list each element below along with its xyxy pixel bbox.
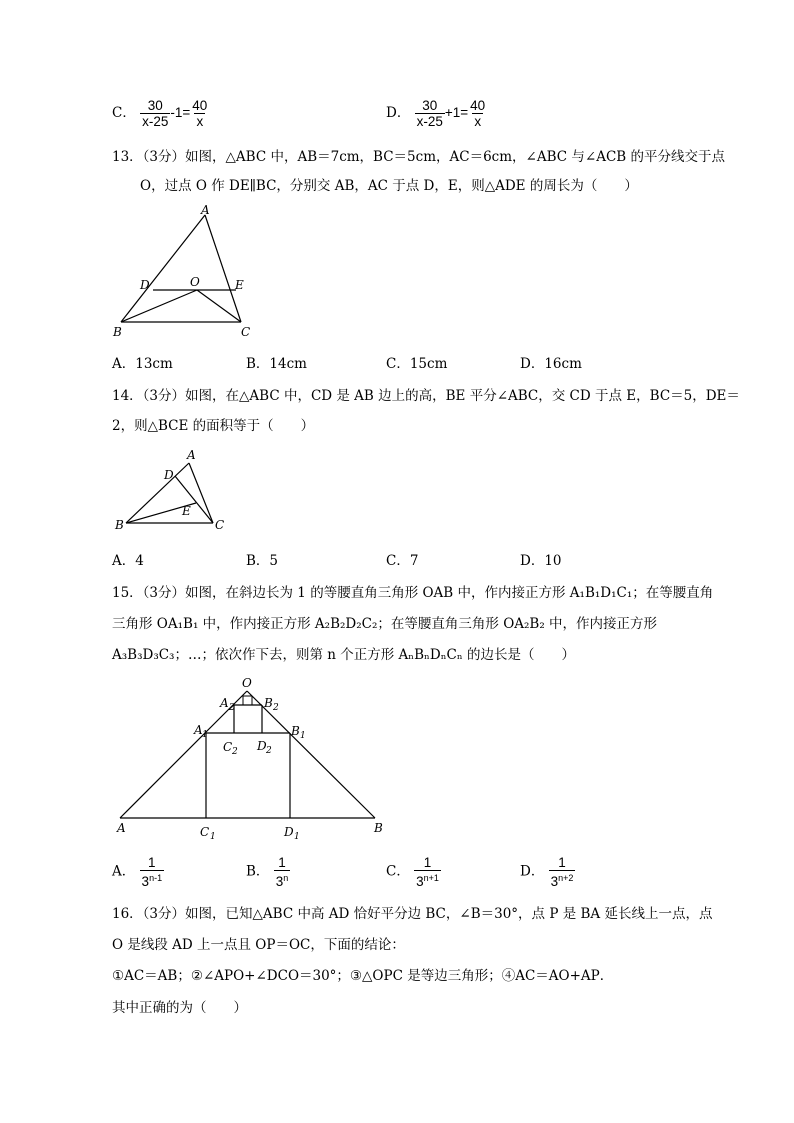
q15-stem-line1: 15．（3分）如图，在斜边长为 1 的等腰直角三角形 OAB 中，作内接正方形 A₁B₁D₁C₁；在等腰直角 xyxy=(112,585,714,601)
q16-stem-line1: 16．（3分）如图，已知△ABC 中高 AD 恰好平分边 BC，∠B＝30°，点 P 是 BA 延长线上一点，点 xyxy=(112,906,713,922)
label-o: O xyxy=(242,676,252,690)
q15-option-c: C． $\frac{1}{3^{n+1}}$ xyxy=(386,855,439,889)
label-e: E xyxy=(182,504,191,518)
q15-stem-line3: A₃B₃D₃C₃；…；依次作下去，则第 n 个正方形 AₙBₙDₙCₙ 的边长是（ ） xyxy=(112,647,576,663)
q13-stem-line2: O，过点 O 作 DE∥BC，分别交 AB，AC 于点 D，E，则△ADE 的周长为（ ） xyxy=(140,178,638,194)
label-d2: D xyxy=(257,739,267,753)
label-o: O xyxy=(190,275,200,289)
fraction: $\frac{30}{x-25}$ xyxy=(142,98,169,129)
q14-option-b: B．5 xyxy=(246,553,279,569)
label-e: E xyxy=(235,278,244,292)
q14-figure xyxy=(110,446,240,536)
fraction: $\frac{1}{3^{n-1}}$ xyxy=(141,855,163,889)
q13-option-b: B．14cm xyxy=(246,356,307,372)
fraction: $\frac{1}{3^n}$ xyxy=(275,855,289,889)
label-b2: B xyxy=(264,696,273,710)
q13-stem-line1: 13．（3分）如图，△ABC 中，AB＝7cm，BC＝5cm，AC＝6cm，∠ABC 与∠ACB 的平分线交于点 xyxy=(112,149,725,165)
q16-conclusions: ①AC＝AB；②∠APO+∠DCO＝30°；③△OPC 是等边三角形；④AC＝AO+AP． xyxy=(112,968,614,984)
label-b: B xyxy=(113,325,122,339)
label-d: D xyxy=(164,468,174,482)
q14-stem-line2: 2，则△BCE 的面积等于（ ） xyxy=(112,418,315,434)
svg-text:2: 2 xyxy=(273,703,279,713)
q16-stem-line2: O 是线段 AD 上一点且 OP＝OC，下面的结论： xyxy=(112,937,405,953)
label-c: C xyxy=(241,325,251,339)
svg-text:2: 2 xyxy=(266,746,272,756)
label-c1: C xyxy=(200,825,210,839)
q13-option-a: A．13cm xyxy=(112,356,173,372)
svg-text:2: 2 xyxy=(229,703,235,713)
q14-option-a: A．4 xyxy=(112,553,144,569)
label-a2: A xyxy=(220,696,229,710)
q13-figure xyxy=(110,200,270,345)
label-a: A xyxy=(117,821,126,835)
q13-option-c: C．15cm xyxy=(386,356,448,372)
fraction: $\frac{40}{x}$ xyxy=(192,98,208,129)
fraction: $\frac{1}{3^{n+1}}$ xyxy=(416,855,439,889)
q15-option-d: D． $\frac{1}{3^{n+2}}$ xyxy=(520,855,574,889)
svg-text:1: 1 xyxy=(294,832,300,842)
fraction: $\frac{30}{x-25}$ xyxy=(416,98,443,129)
q12-option-c: C． $\frac{30}{x-25}$ -1= $\frac{40}{x}$ xyxy=(112,98,208,129)
q13-option-d: D．16cm xyxy=(520,356,582,372)
label-a: A xyxy=(201,203,210,217)
label-c2: C xyxy=(223,740,233,754)
fraction: $\frac{1}{3^{n+2}}$ xyxy=(550,855,574,889)
label-b: B xyxy=(115,518,124,532)
q12-option-d: D． $\frac{30}{x-25}$ +1= $\frac{40}{x}$ xyxy=(386,98,486,129)
q15-option-a: A． $\frac{1}{3^{n-1}}$ xyxy=(112,855,163,889)
fraction: $\frac{40}{x}$ xyxy=(470,98,486,129)
label-c: C xyxy=(215,518,225,532)
svg-text:2: 2 xyxy=(232,747,238,757)
q16-prompt: 其中正确的为（ ） xyxy=(112,1000,247,1016)
label-a: A xyxy=(187,448,196,462)
label-b: B xyxy=(374,821,383,835)
label-d1: D xyxy=(284,825,294,839)
svg-text:1: 1 xyxy=(210,832,216,842)
label-a1: A xyxy=(194,723,203,737)
label-b1: B xyxy=(291,724,300,738)
svg-text:1: 1 xyxy=(202,730,208,740)
q15-stem-line2: 三角形 OA₁B₁ 中，作内接正方形 A₂B₂D₂C₂；在等腰直角三角形 OA₂B₂ 中，作内接正方形 xyxy=(112,616,658,632)
q15-figure xyxy=(110,674,400,842)
q14-option-c: C．7 xyxy=(386,553,419,569)
q15-option-b: B． $\frac{1}{3^n}$ xyxy=(246,855,289,889)
label-d: D xyxy=(140,278,150,292)
q14-option-d: D．10 xyxy=(520,553,562,569)
q14-stem-line1: 14．（3分）如图，在△ABC 中，CD 是 AB 边上的高，BE 平分∠ABC，交 CD 于点 E，BC＝5，DE＝ xyxy=(112,388,740,404)
svg-text:1: 1 xyxy=(300,731,306,741)
